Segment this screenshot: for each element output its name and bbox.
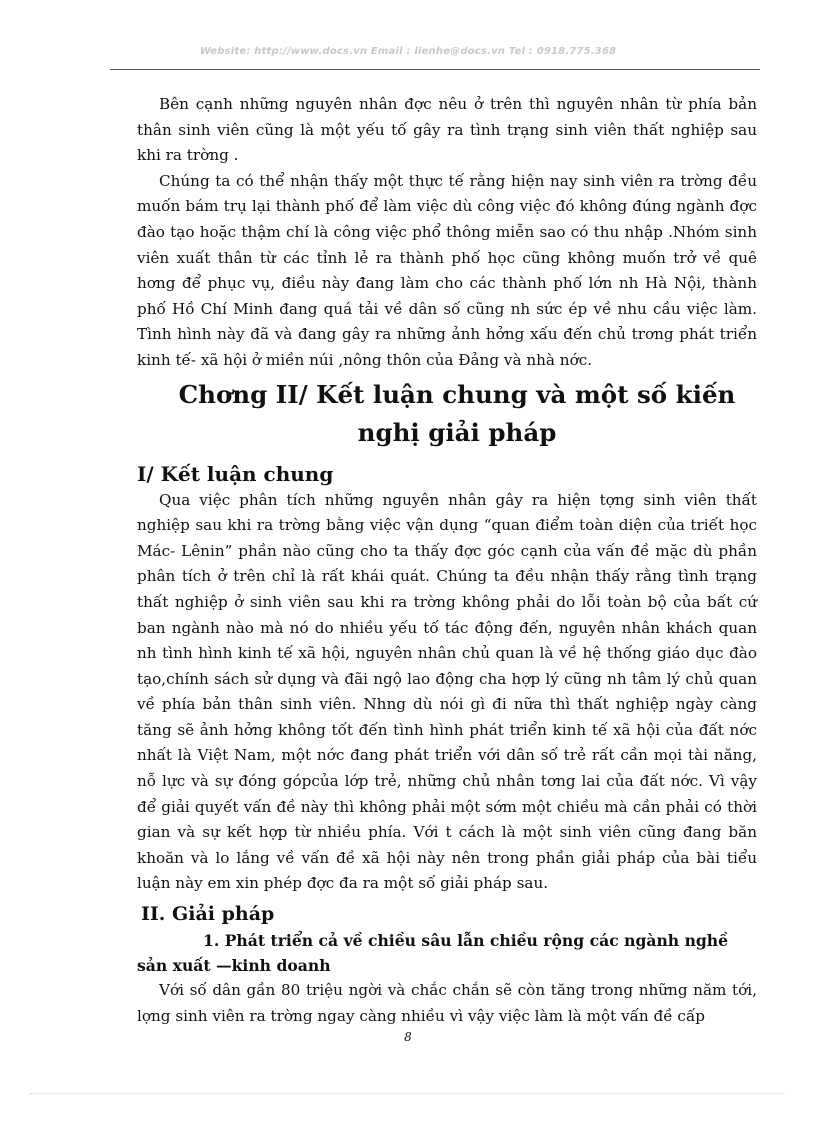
paragraph-student-causes: Bên cạnh những nguyên nhân đợc nêu ở trên thì nguyên nhân từ phía bản thân sinh viên cũng là một yếu tố gây ra tình trạng sinh viên thất nghiệp sau khi ra trờng . (137, 95, 757, 165)
chapter-heading: Chơng II/ Kết luận chung và một số kiến nghị giải pháp (178, 379, 736, 447)
header-divider (110, 69, 760, 70)
paragraph-conclusion: Qua việc phân tích những nguyên nhân gây ra hiện tợng sinh viên thất nghiệp sau khi ra trờng bằng việc vận dụng “quan điểm toàn diện của triết học Mác- Lênin” phần nào cũng cho ta thấy đợc góc cạnh của vấn đề mặc dù phần phân tích ở trên chỉ là rất khái quát. Chúng ta đều nhận thấy rằng tình trạng thất nghiệp ở sinh viên sau khi ra trờng không phải do lỗi toàn bộ của bất cứ ban ngành nào mà nó do nhiều yếu tố tác động đến, nguyên nhân khách quan nh tình hình kinh tế xã hội, nguyên nhân chủ quan là về hệ thống giáo dục đào tạo,chính sách sử dụng và đãi ngộ lao động cha hợp lý cũng nh tâm lý chủ quan về phía bản thân sinh viên. Nhng dù nói gì đi nữa thì thất nghiệp ngày càng tăng sẽ ảnh hởng không tốt đến tình hình phát triển kinh tế xã hội của đất nớc nhất là Việt Nam, một nớc đang phát triển với dân số trẻ rất cần mọi tài năng, nỗ lực và sự đóng gópcủa lớp trẻ, những chủ nhân tơng lai của đất nớc. Vì vậy để giải quyết vấn đề này thì không phải một sớm một chiều mà cần phải có thời gian và sự kết hợp từ nhiều phía. Với t cách là một sinh viên cũng đang băn khoăn và lo lắng về vấn đề xã hội này nên trong phần giải pháp của bài tiểu luận này em xin phép đợc đa ra một số giải pháp sau. (137, 490, 757, 893)
subsection-heading-development: 1. Phát triển cả về chiều sâu lẫn chiều rộng các ngành nghề sản xuất —kinh doanh (137, 931, 729, 976)
footer-divider (30, 1093, 786, 1094)
section-heading-solutions: II. Giải pháp (141, 903, 275, 926)
page-header: Website: http://www.docs.vn Email : lienhe@docs.vn Tel : 0918.775.368 (199, 46, 617, 57)
section-heading-conclusion: I/ Kết luận chung (137, 461, 334, 486)
document-body (137, 92, 757, 1029)
page-number: 8 (404, 1030, 412, 1044)
paragraph-city-migration: Chúng ta có thể nhận thấy một thực tế rằng hiện nay sinh viên ra trờng đều muốn bám trụ lại thành phố để làm việc dù công việc đó không đúng ngành đợc đào tạo hoặc thậm chí là công việc phổ thông miễn sao có thu nhập .Nhóm sinh viên xuất thân từ các tỉnh lẻ ra thành phố học cũng không muốn trở về quê hơng để phục vụ, điều này đang làm cho các thành phố lớn nh Hà Nội, thành phố Hồ Chí Minh đang quá tải về dân số cũng nh sức ép về nhu cầu việc làm. Tình hình này đã và đang gây ra những ảnh hởng xấu đến chủ trơng phát triển kinh tế- xã hội ở miền núi ,nông thôn của Đảng và nhà nớc. (137, 171, 757, 369)
paragraph-population: Với số dân gần 80 triệu ngời và chắc chắn sẽ còn tăng trong những năm tới, lợng sinh viên ra trờng ngay càng nhiều vì vậy việc làm là một vấn đề cấp (137, 981, 757, 1025)
